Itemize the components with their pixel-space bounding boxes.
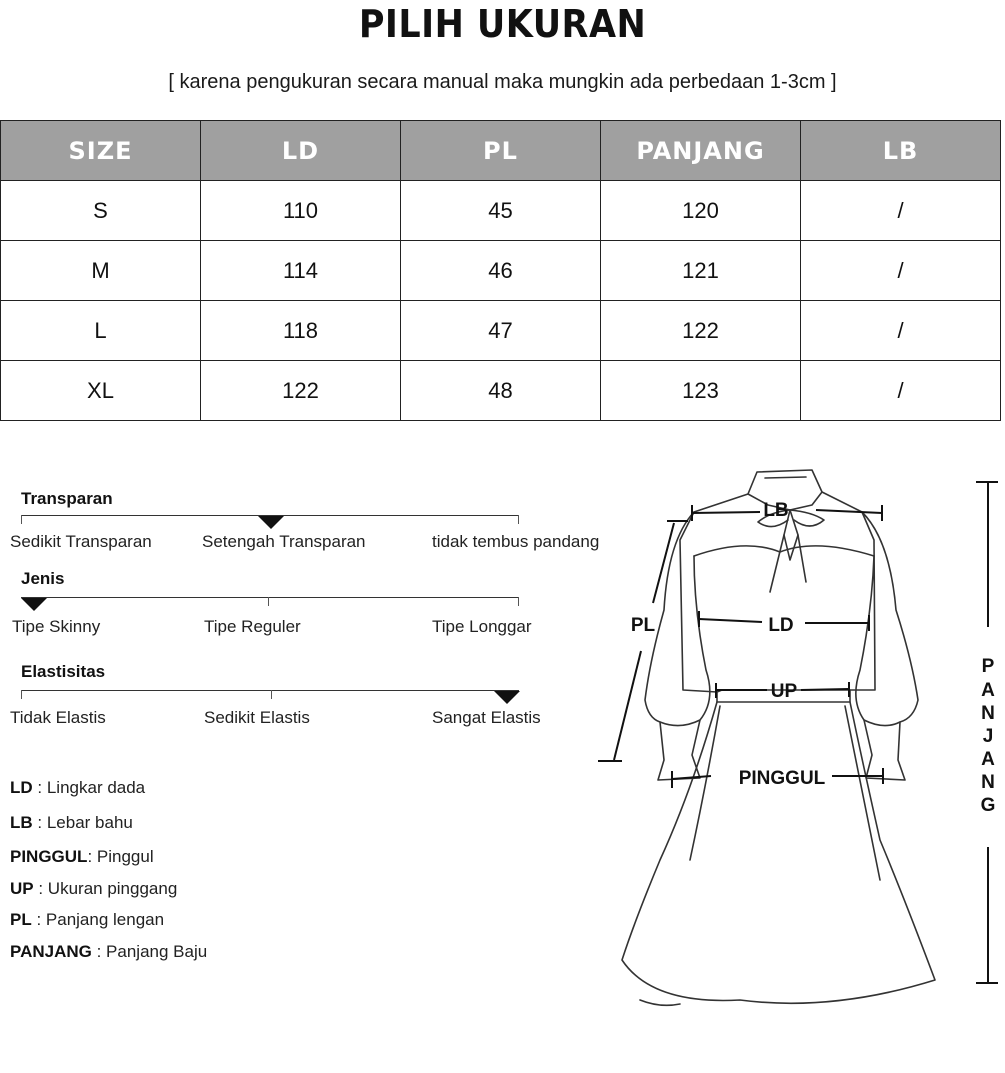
label-panjang-letter: N: [981, 772, 995, 793]
cell-pl: 48: [401, 361, 601, 421]
table-row: [1, 361, 1001, 421]
table-row: [1, 241, 1001, 301]
cell-panjang: 121: [601, 241, 801, 301]
header-pl: PL: [401, 121, 601, 181]
cell-panjang: 123: [601, 361, 801, 421]
legend-abbr: LB: [10, 813, 33, 832]
cell-lb: /: [801, 181, 1001, 241]
label-panjang-letter: G: [980, 795, 996, 816]
table-header-row: [1, 121, 1001, 181]
table-row: [1, 301, 1001, 361]
label-panjang-letter: A: [981, 749, 995, 770]
scale-label: Elastisitas: [21, 662, 106, 681]
cell-panjang: 120: [601, 181, 801, 241]
label-up: UP: [770, 681, 798, 702]
legend-sep: :: [33, 879, 48, 898]
header-lb: LB: [801, 121, 1001, 181]
scale-option: Setengah Transparan: [202, 532, 366, 551]
header-ld: LD: [201, 121, 401, 181]
dress-illustration: [622, 470, 935, 1005]
scale-option: Tidak Elastis: [10, 708, 106, 727]
cell-ld: 110: [201, 181, 401, 241]
scale-tick: [518, 597, 519, 606]
legend-sep: :: [31, 910, 46, 929]
cell-pl: 46: [401, 241, 601, 301]
scale-tick: [268, 597, 269, 606]
label-panjang-letter: J: [982, 726, 994, 747]
cell-size: XL: [1, 361, 201, 421]
cell-ld: 122: [201, 361, 401, 421]
scale-tick: [518, 515, 519, 524]
label-panjang-letter: N: [981, 703, 995, 724]
label-pinggul: PINGGUL: [738, 768, 826, 789]
measurement-note: [ karena pengukuran secara manual maka mungkin ada perbedaan 1-3cm ]: [168, 71, 837, 93]
selected-marker-icon: [258, 516, 284, 529]
label-panjang-letter: P: [981, 656, 995, 677]
scale-option: Tipe Longgar: [432, 617, 532, 636]
scale-option: Sangat Elastis: [432, 708, 541, 727]
legend-item: [10, 847, 154, 867]
cell-ld: 114: [201, 241, 401, 301]
cell-size: L: [1, 301, 201, 361]
legend-sep: :: [91, 942, 107, 961]
label-ld: LD: [768, 615, 794, 636]
scale-tick: [21, 515, 22, 524]
legend-desc: Pinggul: [96, 847, 154, 866]
scale-option: Tipe Skinny: [12, 617, 101, 636]
cell-ld: 118: [201, 301, 401, 361]
scale-option: Tipe Reguler: [204, 617, 301, 636]
legend-desc: Ukuran pinggang: [47, 879, 178, 898]
measurement-lines: [598, 482, 998, 983]
label-panjang-letter: A: [981, 680, 995, 701]
scale-tick: [21, 690, 22, 699]
selected-marker-icon: [21, 598, 47, 611]
legend-abbr: LD: [10, 778, 33, 797]
legend-item: [10, 778, 145, 798]
legend-abbr: UP: [10, 879, 34, 898]
legend-desc: Panjang Baju: [106, 942, 208, 961]
legend-desc: Lebar bahu: [46, 813, 133, 832]
header-panjang: PANJANG: [601, 121, 801, 181]
scale-option: Sedikit Elastis: [204, 708, 310, 727]
legend-sep: :: [32, 813, 47, 832]
legend-item: [10, 813, 133, 833]
legend-abbr: PINGGUL: [10, 847, 88, 866]
legend-item: [10, 910, 164, 930]
cell-panjang: 122: [601, 301, 801, 361]
table-row: [1, 181, 1001, 241]
page-title: PILIH UKURAN: [358, 2, 647, 46]
cell-pl: 45: [401, 181, 601, 241]
header-size: SIZE: [1, 121, 201, 181]
scale-label: Jenis: [21, 569, 65, 588]
selected-marker-icon: [494, 691, 520, 704]
label-lb: LB: [763, 500, 789, 521]
legend-item: [10, 942, 207, 962]
scale-line: [21, 597, 519, 598]
scale-tick: [271, 690, 272, 699]
scale-option: tidak tembus pandang: [432, 532, 600, 551]
scale-label: Transparan: [21, 489, 113, 508]
cell-pl: 47: [401, 301, 601, 361]
legend-sep: :: [32, 778, 47, 797]
legend-desc: Panjang lengan: [45, 910, 165, 929]
cell-size: S: [1, 181, 201, 241]
legend-abbr: PANJANG: [10, 942, 92, 961]
size-table: [0, 120, 1001, 421]
cell-lb: /: [801, 301, 1001, 361]
scale-option: Sedikit Transparan: [10, 532, 152, 551]
cell-size: M: [1, 241, 201, 301]
scale-line: [21, 690, 519, 691]
legend-abbr: PL: [10, 910, 32, 929]
label-panjang: [981, 656, 996, 816]
label-pl: PL: [630, 615, 656, 636]
legend-item: [10, 879, 177, 899]
cell-lb: /: [801, 361, 1001, 421]
dress-diagram: [595, 460, 1005, 1020]
legend-sep: :: [87, 847, 97, 866]
cell-lb: /: [801, 241, 1001, 301]
legend-desc: Lingkar dada: [46, 778, 146, 797]
